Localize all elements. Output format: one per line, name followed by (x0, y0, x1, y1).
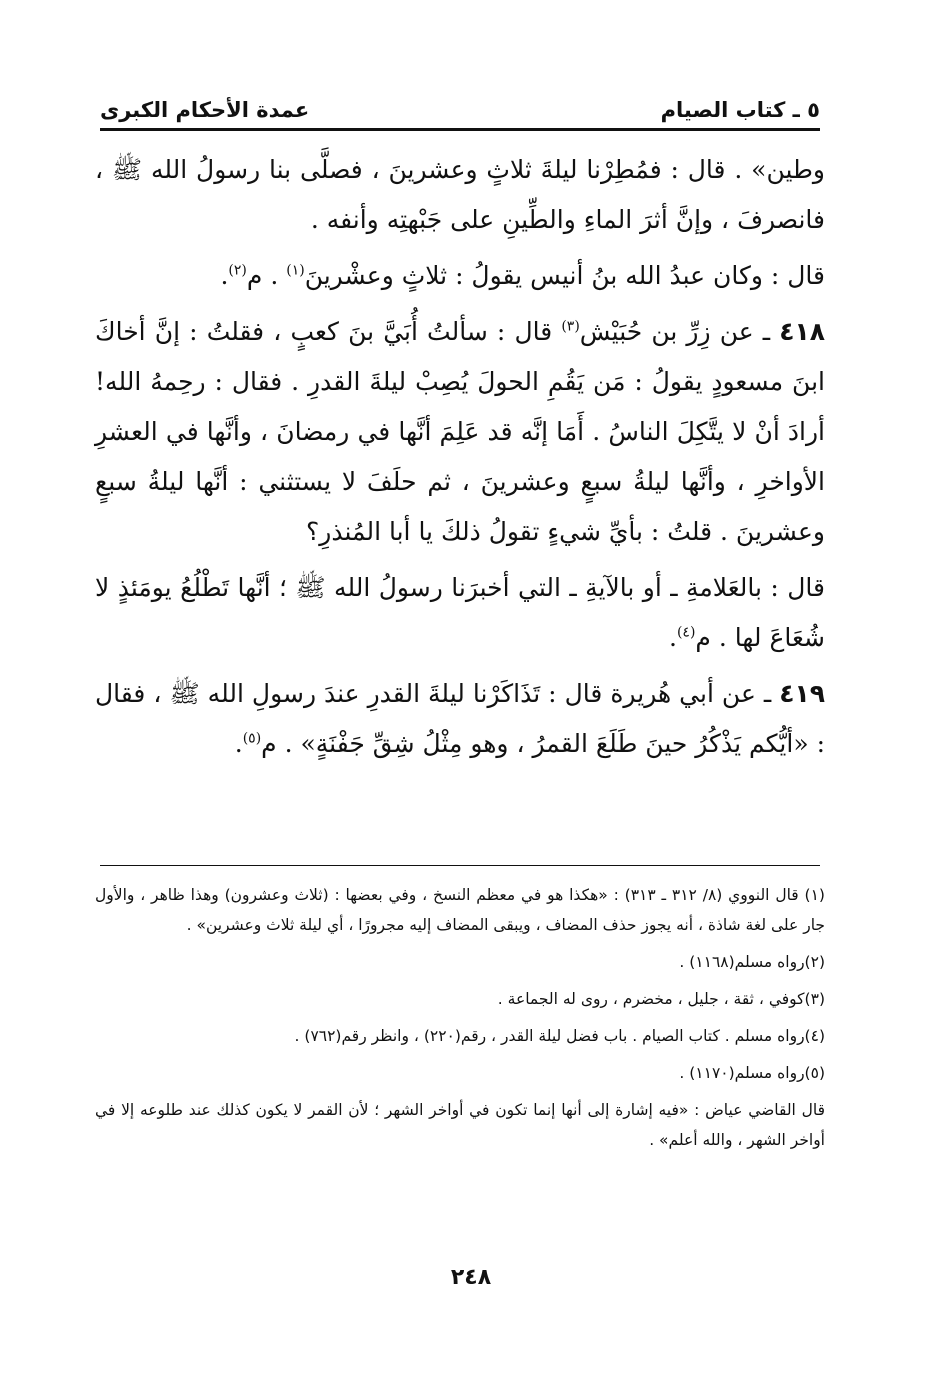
paragraph-text: قال : وكان عبدُ الله بنُ أنيس يقولُ : ثلاثٍ وعشْرينَ (304, 261, 825, 290)
page-number: ٢٤٨ (450, 1265, 492, 1290)
footnote-note: قال القاضي عياض : «فيه إشارة إلى أنها إنما تكون في أواخر الشهر ؛ لأن القمر لا يكون كذلك عند طلوعه إلا في أواخر الشهر ، والله أعلم» . (95, 1101, 825, 1149)
chapter-title: ٥ ـ كتاب الصيام (660, 98, 820, 122)
hadith-number: ٤١٩ (779, 679, 825, 708)
period: . (220, 261, 229, 290)
footnote-5: (٥)رواه مسلم(١١٧٠) . (679, 1064, 825, 1082)
footnote-ref-2[interactable]: (٢) (228, 262, 247, 279)
footnote-ref-1[interactable]: (١) (286, 262, 305, 279)
hadith-number: ٤١٨ (779, 317, 825, 346)
book-title: عمدة الأحكام الكبرى (100, 98, 310, 122)
hadith-419 (95, 669, 825, 769)
running-header (100, 88, 820, 131)
footnote-ref-4[interactable]: (٤) (676, 624, 696, 641)
paragraph-continuation: وطين» . قال : فمُطِرْنا ليلةَ ثلاثٍ وعشرينَ ، فصلَّى بنا رسولُ الله ﷺ ، فانصرفَ ، وإنَّ أثرَ الماءِ والطِّينِ على جَبْهتِه وأنفه . (95, 155, 825, 234)
footnote-separator (100, 865, 820, 866)
footnotes (95, 880, 825, 1162)
footnote-2: (٢)رواه مسلم(١١٦٨) . (679, 953, 825, 971)
footnote-3: (٣)كوفي ، ثقة ، جليل ، مخضرم ، روى له الجماعة . (497, 990, 825, 1008)
hadith-text-start: ـ عن زِرِّ بن حُبَيْش (579, 317, 780, 346)
hadith-text: ـ عن أبي هُريرة قال : تَذَاكَرْنا ليلةَ القدرِ عندَ رسولِ الله ﷺ ، فقال : «أيُّكم يَذْكُرُ حينَ طَلَعَ القمرُ ، وهو مِثْلُ شِقِّ جَفْنَةٍ» . م (95, 679, 825, 758)
footnote-ref-3[interactable]: (٣) (561, 318, 580, 335)
period: . (234, 729, 243, 758)
paragraph-text: قال : بالعَلامةِ ـ أو بالآيةِ ـ التي أخبرَنا رسولُ الله ﷺ ؛ أنَّها تَطْلُعُ يومَئذٍ لا شُعَاعَ لها . م (95, 573, 825, 652)
footnote-4: (٤)رواه مسلم . كتاب الصيام . باب فضل ليلة القدر ، رقم(٢٢٠) ، وانظر رقم(٧٦٢) . (294, 1027, 825, 1045)
hadith-418 (95, 307, 825, 557)
period: . (669, 623, 677, 652)
hadith-text: قال : سألتُ أُبَيَّ بنَ كعبٍ ، فقلتُ : إنَّ أخاكَ ابنَ مسعودٍ يقولُ : مَن يَقُمِ الحولَ يُصِبْ ليلةَ القدرِ . فقال : رحِمهُ الله! أرادَ أنْ لا يتَّكِلَ الناسُ . أَمَا إنَّه قد عَلِمَ أنَّها في رمضانَ ، وأنَّها في العشرِ الأواخرِ ، وأنَّها ليلةُ سبعٍ وعشرينَ ، ثم حلَفَ لا يستثني : أنَّها ليلةُ سبعٍ وعشرينَ . قلتُ : بأيِّ شيءٍ تقولُ ذلكَ يا أبا المُنذرِ؟ (95, 317, 825, 546)
main-text (95, 145, 825, 775)
source-marker: . م (246, 261, 287, 290)
paragraph-abdullah-bin-unais (95, 251, 825, 301)
footnote-ref-5[interactable]: (٥) (242, 730, 262, 747)
footnote-1: (١) قال النووي (٨/ ٣١٢ ـ ٣١٣) : «هكذا هو في معظم النسخ ، وفي بعضها : (ثلاث وعشرون) وهذا ظاهر ، والأول جار على لغة شاذة ، أنه يجوز حذف المضاف ، ويبقى المضاف إليه مجرورًا ، أي ليلة ثلاث وعشرين» . (95, 886, 825, 934)
paragraph-answer (95, 563, 825, 663)
